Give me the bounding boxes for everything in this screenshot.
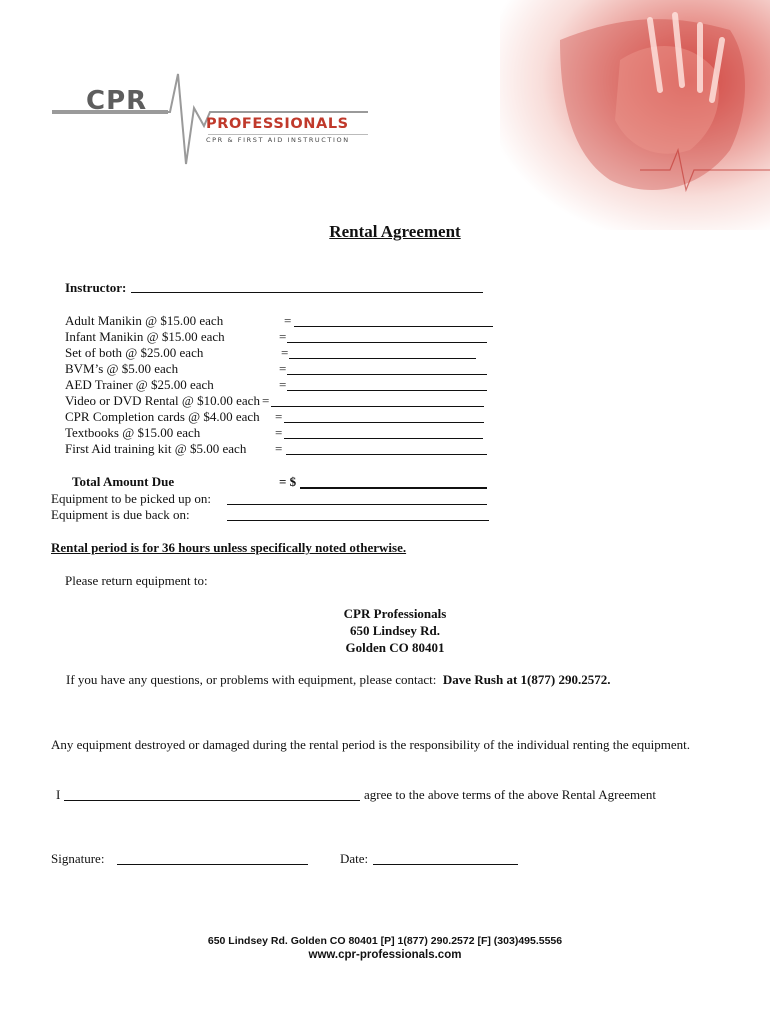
agree-suffix: agree to the above terms of the above Rental Agreement (364, 787, 657, 802)
item-eq: = (275, 409, 283, 424)
item-field[interactable] (284, 438, 483, 439)
contact-line (66, 672, 610, 688)
address-city: Golden CO 80401 (345, 640, 445, 655)
item-field[interactable] (287, 390, 487, 391)
responsibility-statement: Any equipment destroyed or damaged during the rental period is the responsibility of the individual renting the equipment. (51, 737, 691, 752)
instructor-label: Instructor: (65, 280, 127, 295)
total-field[interactable] (300, 487, 487, 489)
item-field[interactable] (294, 326, 493, 327)
item-field[interactable] (287, 342, 487, 343)
due-label: Equipment is due back on: (51, 507, 190, 522)
total-eq: = $ (279, 474, 297, 489)
item-field[interactable] (287, 374, 487, 375)
agree-prefix: I (56, 787, 61, 802)
item-eq: = (284, 313, 295, 328)
item-label: Set of both @ $25.00 each (65, 345, 204, 360)
item-eq: = (279, 361, 287, 376)
return-address (0, 605, 770, 656)
item-eq: = (262, 393, 270, 408)
item-field[interactable] (284, 422, 484, 423)
logo-cpr-text: CPR (86, 86, 148, 116)
contact-text: If you have any questions, or problems with equipment, please contact: (66, 672, 437, 687)
item-field[interactable] (289, 358, 476, 359)
item-label: AED Trainer @ $25.00 each (65, 377, 214, 392)
page-title: Rental Agreement (329, 222, 461, 241)
instructor-field[interactable] (131, 292, 483, 293)
item-label: BVM’s @ $5.00 each (65, 361, 179, 376)
header-hands-image (500, 0, 770, 230)
item-eq: = (279, 329, 287, 344)
logo-professionals-text: PROFESSIONALS (206, 116, 349, 132)
item-label: Infant Manikin @ $15.00 each (65, 329, 225, 344)
item-eq: = (275, 425, 283, 440)
item-eq: = (281, 345, 289, 360)
address-street: 650 Lindsey Rd. (350, 623, 440, 638)
footer-website[interactable]: www.cpr-professionals.com (308, 949, 462, 961)
item-eq: = (275, 441, 286, 456)
logo-tagline: CPR & FIRST AID INSTRUCTION (206, 136, 350, 144)
address-name: CPR Professionals (343, 606, 447, 621)
agree-name-field[interactable] (64, 800, 360, 801)
pickup-label: Equipment to be picked up on: (51, 491, 211, 506)
signature-label: Signature: (51, 851, 105, 866)
rental-period-note: Rental period is for 36 hours unless specifically noted otherwise. (51, 540, 407, 555)
total-label: Total Amount Due (72, 474, 175, 489)
footer-contact: 650 Lindsey Rd. Golden CO 80401 [P] 1(877) 290.2572 [F] (303)495.5556 (207, 935, 563, 947)
item-label: Textbooks @ $15.00 each (65, 425, 201, 440)
item-field[interactable] (271, 406, 484, 407)
item-label: Adult Manikin @ $15.00 each (65, 313, 224, 328)
return-label: Please return equipment to: (65, 573, 208, 588)
cpr-professionals-logo (48, 68, 388, 168)
date-label: Date: (340, 851, 369, 866)
pickup-field[interactable] (227, 504, 487, 505)
contact-name: Dave Rush at 1(877) 290.2572. (442, 672, 611, 687)
item-field[interactable] (286, 454, 487, 455)
due-field[interactable] (227, 520, 489, 521)
signature-field[interactable] (117, 864, 308, 865)
item-label: First Aid training kit @ $5.00 each (65, 441, 247, 456)
item-label: CPR Completion cards @ $4.00 each (65, 409, 260, 424)
item-eq: = (279, 377, 287, 392)
item-label: Video or DVD Rental @ $10.00 each (65, 393, 260, 408)
date-field[interactable] (373, 864, 518, 865)
